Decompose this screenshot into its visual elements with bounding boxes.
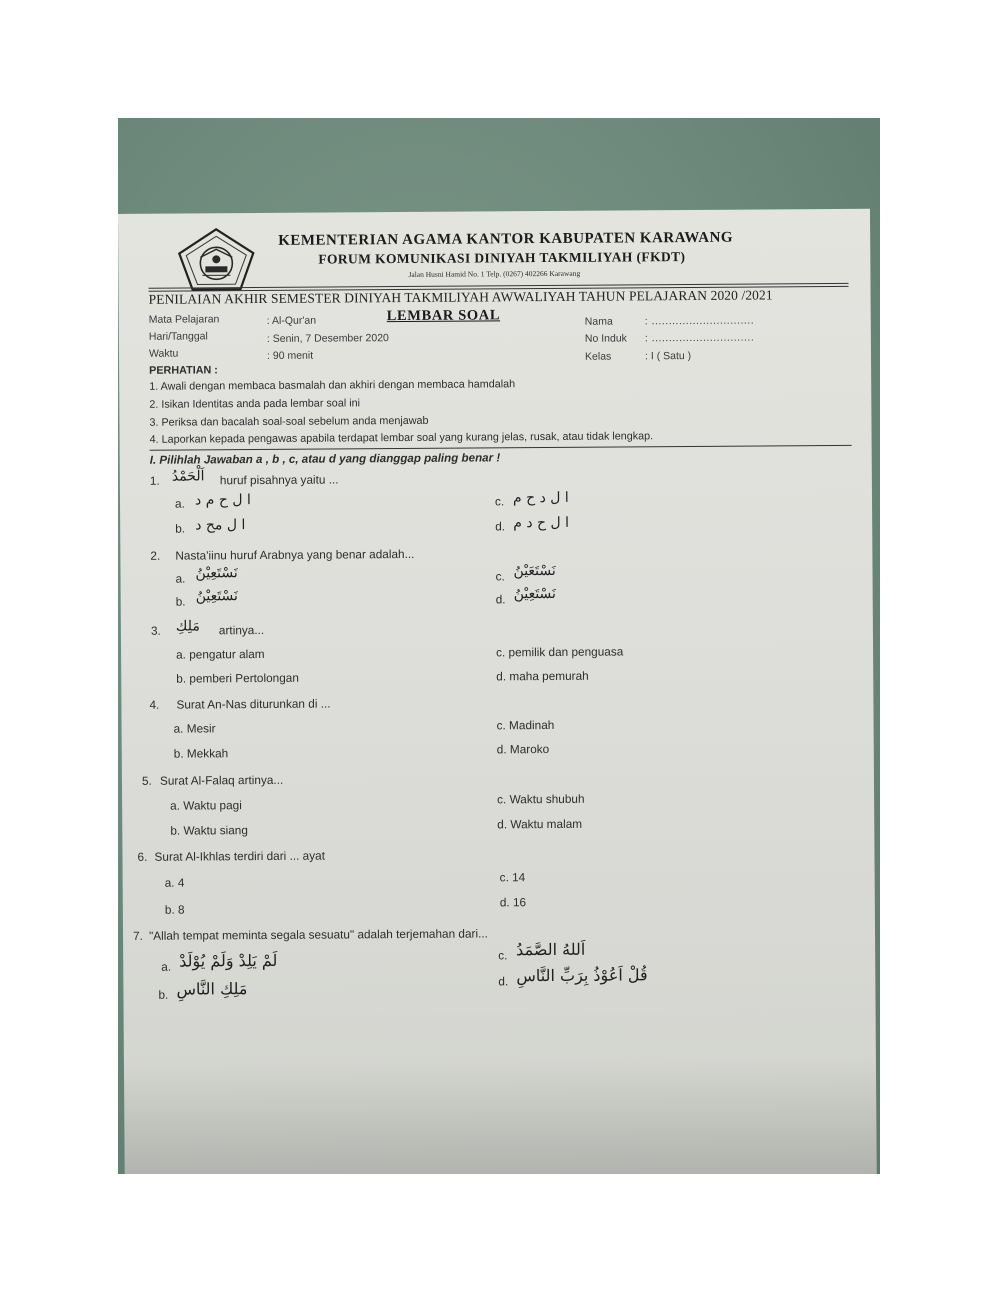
option-arabic: ا ل د ح م [512,489,569,507]
question-arabic: مَلِكِ [175,618,200,635]
class-value: : I ( Satu ) [644,350,692,363]
question-number: 1. [149,473,160,488]
question-text: Surat Al-Falaq artinya... [159,772,284,788]
section-heading: I. Pilihlah Jawaban a , b , c, atau d yang dianggap paling benar ! [149,451,501,467]
option: d. 16 [499,895,527,910]
class-label: Kelas [584,350,612,363]
question-text: Surat Al-Ikhlas terdiri dari ... ayat [154,848,326,864]
header-line-2: FORUM KOMUNIKASI DINIYAH TAKMILIYAH (FKDT) [318,249,686,267]
notice-item: 1. Awali dengan membaca basmalah dan akhiri dengan membaca hamdalah [149,378,516,393]
question-number: 4. [149,697,160,712]
kemenag-logo-seal [176,227,256,292]
header-line-1: KEMENTERIAN AGAMA KANTOR KABUPATEN KARAWANG [278,229,734,249]
student-number-field: : .............................. [644,331,755,345]
option-letter: b. [175,521,186,536]
date-label: Hari/Tanggal [148,330,208,343]
paper-shadow [124,1059,877,1174]
subject-label: Mata Pelajaran [148,313,220,326]
exam-title: PENILAIAN AKHIR SEMESTER DINIYAH TAKMILIYAH AWWALIYAH TAHUN PELAJARAN 2020 /2021 [148,287,773,307]
option: c. pemilik dan penguasa [496,644,624,660]
option: b. Mekkah [173,746,229,761]
option-letter: a. [161,959,172,974]
option-arabic: ا ل ح م د [194,492,251,509]
option-letter: b. [158,987,169,1002]
question-text: Nasta'iinu huruf Arabnya yang benar adalah... [175,546,415,563]
option: b. pemberi Pertolongan [176,670,299,686]
option-letter: d. [495,519,506,534]
name-field: : .............................. [644,314,755,328]
option-arabic: لَمْ يَلِدْ وَلَمْ يُوْلَدْ [179,950,278,971]
option-arabic: نَسْتَعِيْنُ [195,565,238,582]
sheet-title: LEMBAR SOAL [386,307,501,325]
option-letter: a. [175,571,186,586]
option: a. Waktu pagi [170,798,242,813]
option: d. maha pemurah [496,668,589,684]
option-arabic: قُلْ اَعُوْذُ بِرَبِّ النَّاسِ [516,965,648,986]
option-arabic: مَلِكِ النَّاسِ [176,979,248,999]
option-letter: c. [495,569,505,584]
subject-value: : Al-Qur'an [266,314,317,327]
option-arabic: ا ل مح د [195,517,246,534]
question-arabic: اَلْحَمْدُ [171,468,205,485]
option: a. Mesir [173,721,216,736]
option-arabic: نَسْتَعِيْنُ [195,588,238,605]
exam-sheet [118,209,877,1174]
question-number: 3. [150,623,161,638]
date-value: : Senin, 7 Desember 2020 [266,332,389,345]
document-photo [118,118,880,1174]
question-number: 6. [137,849,148,864]
question-number: 2. [150,548,161,563]
notice-divider [150,445,852,451]
option: a. 4 [164,875,185,890]
option-letter: c. [494,494,505,509]
notice-item: 2. Isikan Identitas anda pada lembar soal ini [149,397,361,411]
header-address: Jalan Husni Hamid No. 1 Telp. (0267) 402266 Karawang [408,268,581,279]
option: d. Maroko [496,742,550,757]
question-text: "Allah tempat meminta segala sesuatu" adalah terjemahan dari... [148,926,488,943]
option: b. Waktu siang [170,823,248,838]
option: c. Madinah [496,717,555,733]
time-value: : 90 menit [266,349,314,362]
option-letter: b. [175,594,186,609]
option-arabic: اَللهُ الصَّمَدُ [516,939,586,960]
student-number-label: No Induk [584,332,627,345]
option: c. Waktu shubuh [497,791,585,807]
option-letter: d. [498,974,509,989]
option: c. 14 [499,870,526,885]
name-label: Nama [584,315,613,328]
notice-item: 4. Laporkan kepada pengawas apabila terdapat lembar soal yang kurang jelas, rusak, atau tidak lengkap. [149,430,654,446]
option-arabic: نَسْتَعَيْنُ [513,562,556,580]
option-letter: a. [174,496,185,511]
question-text: Surat An-Nas diturunkan di ... [176,696,331,712]
notice-item: 3. Periksa dan bacalah soal-soal sebelum anda menjawab [149,414,429,429]
question-number: 5. [141,773,152,788]
option-letter: d. [495,592,506,607]
option: b. 8 [164,902,185,917]
question-number: 7. [132,928,143,943]
option-arabic: ا ل ح د م [513,514,570,532]
option: d. Waktu malam [497,816,583,832]
option: a. pengatur alam [176,646,265,662]
option-letter: c. [498,948,508,963]
time-label: Waktu [148,347,179,360]
notice-heading: PERHATIAN : [149,364,218,377]
question-text: artinya... [218,622,265,638]
option-arabic: نَسْتَعِيْنُ [513,585,556,603]
question-text: huruf pisahnya yaitu ... [219,472,339,488]
